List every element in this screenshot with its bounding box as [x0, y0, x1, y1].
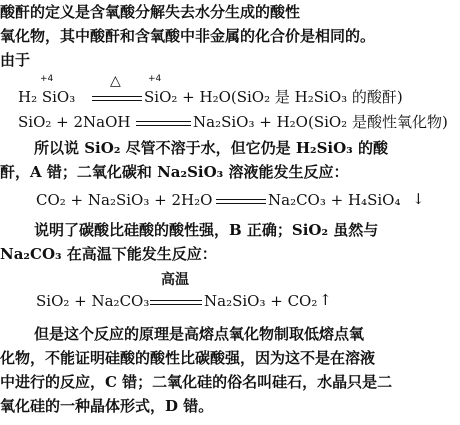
equation-rhs: Na₂SiO₃ + H₂O(SiO₂ 是酸性氧化物): [193, 113, 448, 131]
text-line: 中进行的反应，C 错；二氧化硅的俗名叫硅石，水晶只是二: [0, 373, 393, 391]
equation-rhs: Na₂SiO₃ + CO₂: [204, 292, 318, 310]
text-line: 但是这个反应的原理是高熔点氧化物制取低熔点氧: [34, 325, 365, 343]
text-line: 氧化硅的一种晶体形式，D 错。: [0, 397, 214, 415]
oxidation-state-label: +4: [40, 74, 54, 84]
equation-lhs: CO₂ + Na₂SiO₃ + 2H₂O: [36, 191, 213, 209]
equation-lhs: SiO₂ + 2NaOH: [18, 113, 131, 131]
equals-sign: [216, 199, 266, 204]
equation-lhs: H₂ SiO₃: [18, 88, 76, 106]
equals-sign: [92, 96, 142, 101]
equation-rhs: SiO₂ + H₂O(SiO₂ 是 H₂SiO₃ 的酸酐): [144, 88, 403, 106]
text-line: 所以说 SiO₂ 尽管不溶于水，但它仍是 H₂SiO₃ 的酸: [34, 139, 388, 157]
equation-rhs: Na₂CO₃ + H₄SiO₄: [268, 191, 401, 209]
text-line: 酸酐的定义是含氧酸分解失去水分生成的酸性: [0, 3, 301, 21]
high-temperature-condition: 高温: [161, 272, 189, 288]
text-line: 由于: [0, 51, 31, 69]
down-arrow-icon: ↓: [412, 190, 425, 208]
text-line: 氧化物，其中酸酐和含氧酸中非金属的化合价是相同的。: [0, 27, 376, 45]
text-line: 说明了碳酸比硅酸的酸性强，B 正确；SiO₂ 虽然与: [34, 221, 379, 239]
up-arrow-icon: ↑: [319, 291, 332, 309]
equation-lhs: SiO₂ + Na₂CO₃: [36, 292, 150, 310]
text-line: Na₂CO₃ 在高温下能发生反应：: [0, 245, 217, 263]
text-line: 酐，A 错；二氧化碳和 Na₂SiO₃ 溶液能发生反应：: [0, 163, 349, 181]
text-line: 化物，不能证明硅酸的酸性比碳酸强，因为这不是在溶液: [0, 349, 376, 367]
heat-condition-symbol: △: [110, 73, 121, 89]
oxidation-state-label: +4: [148, 74, 162, 84]
equals-sign: [150, 300, 202, 305]
equals-sign: [136, 121, 191, 126]
